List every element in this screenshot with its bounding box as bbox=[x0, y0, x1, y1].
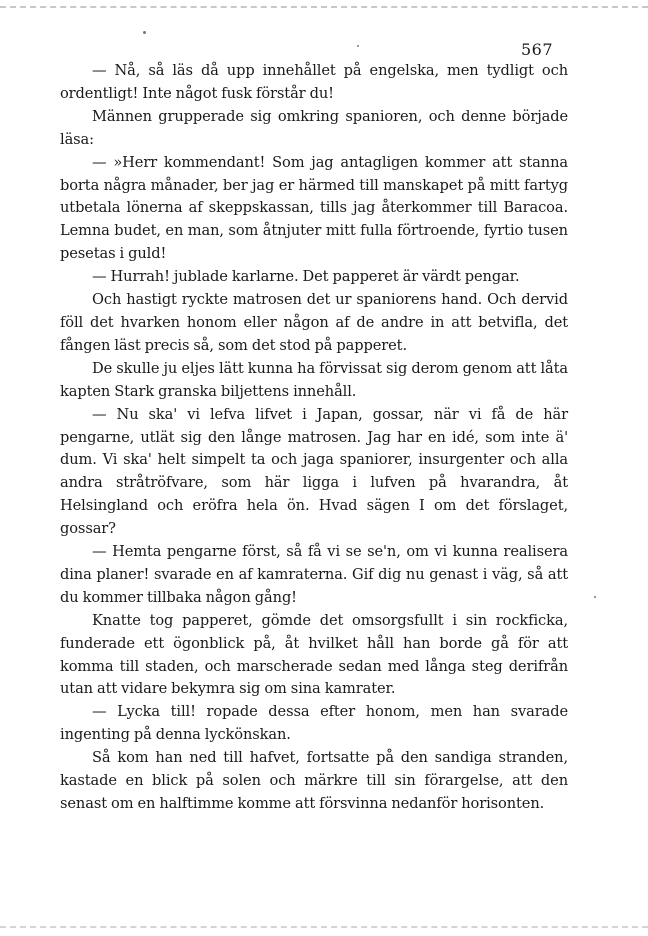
paragraph: Knatte tog papperet, gömde det omsorgsfullt i sin rockficka, funderade ett ögonblick på, åt hvilket håll han borde gå för att komma till staden, och marscherade sedan med långa steg derifrån utan att vidare bekymra sig om sina kamrater. bbox=[60, 611, 568, 698]
paragraph: Männen grupperade sig omkring spanioren, och denne började läsa: bbox=[60, 107, 568, 148]
paragraph: De skulle ju eljes lätt kunna ha förvissat sig derom genom att låta kapten Stark granska biljettens innehåll. bbox=[60, 359, 568, 400]
page-number: 567 bbox=[520, 40, 553, 59]
paragraph: — Hemta pengarne först, så få vi se se'n, om vi kunna realisera dina planer! svarade en af kamraterna. Gif dig nu genast i väg, så att du kommer tillbaka någon gång! bbox=[60, 543, 568, 606]
bottom-scan-edge bbox=[0, 926, 648, 928]
paragraph: — »Herr kommendant! Som jag antagligen kommer att stanna borta några månader, ber jag er härmed till manskapet på mitt fartyg utbetala lönerna af skeppskassan, tills jag återkommer till Baracoa. Lemna budet, en man, som åtnjuter mitt fulla förtroende, fyrtio tusen pesetas i guld! bbox=[60, 153, 568, 263]
paragraph: — Lycka till! ropade dessa efter honom, men han svarade ingenting på denna lyckönskan. bbox=[60, 703, 568, 744]
top-scan-edge bbox=[0, 6, 648, 8]
paragraph: Så kom han ned till hafvet, fortsatte på den sandiga stranden, kastade en blick på solen och märkre till sin förargelse, att den senast om en halftimme komme att försvinna nedanför horisonten. bbox=[60, 749, 568, 812]
scan-speck bbox=[594, 596, 596, 598]
paragraph: — Hurrah! jublade karlarne. Det papperet är värdt pengar. bbox=[92, 268, 520, 286]
body-text bbox=[60, 60, 568, 816]
paragraph: Och hastigt ryckte matrosen det ur spaniorens hand. Och dervid föll det hvarken honom eller någon af de andre in att betvifla, det fången läst precis så, som det stod på papperet. bbox=[60, 291, 568, 354]
paragraph: — Nu ska' vi lefva lifvet i Japan, gossar, när vi få de här pengarne, utlät sig den långe matrosen. Jag har en idé, som inte ä' dum. Vi ska' helt simpelt ta och jaga spaniorer, insurgenter och alla andra stråtröfvare, som här ligga i lufven på hvarandra, åt Helsingland och eröfra hela ön. Hvad sägen I om det förslaget, gossar? bbox=[60, 405, 568, 538]
scan-speck bbox=[357, 45, 359, 47]
scan-speck bbox=[143, 31, 146, 34]
paragraph: — Nå, så läs då upp innehållet på engelska, men tydligt och ordentligt! Inte något fusk förstår du! bbox=[60, 62, 568, 102]
